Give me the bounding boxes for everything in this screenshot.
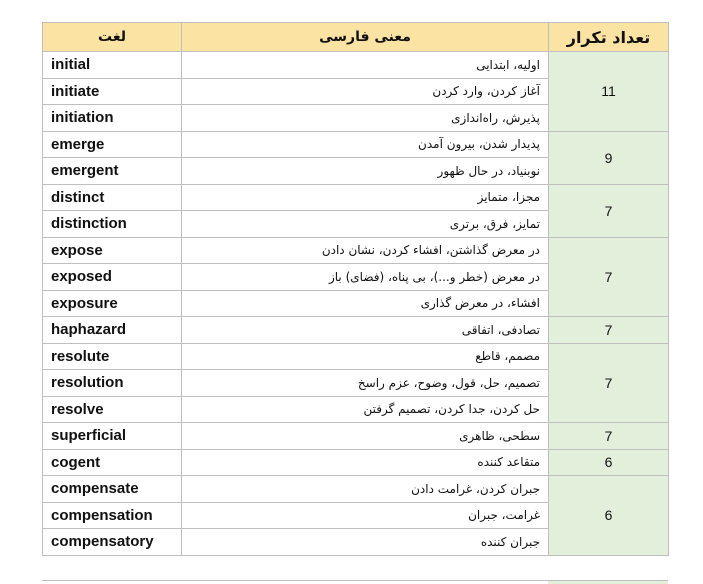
word-cell[interactable]: compensatory	[43, 529, 182, 556]
table-row	[43, 423, 669, 450]
count-cell[interactable]: 7	[549, 317, 669, 344]
table-row	[43, 52, 669, 79]
count-cell[interactable]: 11	[549, 52, 669, 132]
word-cell[interactable]: initiate	[43, 78, 182, 105]
meaning-cell[interactable]: تصادفی، اتفاقی	[182, 317, 549, 344]
word-cell[interactable]: exposure	[43, 290, 182, 317]
meaning-cell[interactable]: در معرض (خطر و...)، بی پناه، (فضای) باز	[182, 264, 549, 291]
meaning-cell[interactable]: جبران کردن، غرامت دادن	[182, 476, 549, 503]
word-cell[interactable]: compensation	[43, 502, 182, 529]
table-row	[43, 184, 669, 211]
vocabulary-table	[42, 22, 669, 556]
word-cell[interactable]: resolute	[43, 343, 182, 370]
meaning-cell[interactable]: پدیدار شدن، بیرون آمدن	[182, 131, 549, 158]
meaning-cell[interactable]: در معرض گذاشتن، افشاء کردن، نشان دادن	[182, 237, 549, 264]
header-count[interactable]: تعداد تکرار	[549, 23, 669, 52]
meaning-cell[interactable]: آغاز کردن، وارد کردن	[182, 78, 549, 105]
word-cell[interactable]: resolution	[43, 370, 182, 397]
meaning-cell[interactable]: تصمیم، حل، قول، وضوح، عزم راسخ	[182, 370, 549, 397]
meaning-cell[interactable]: حل کردن، جدا کردن، تصمیم گرفتن	[182, 396, 549, 423]
count-cell[interactable]: 9	[549, 131, 669, 184]
word-cell[interactable]: resolve	[43, 396, 182, 423]
meaning-cell[interactable]: تمایز، فرق، برتری	[182, 211, 549, 238]
meaning-cell[interactable]: نوبنیاد، در حال ظهور	[182, 158, 549, 185]
meaning-cell[interactable]: غرامت، جبران	[182, 502, 549, 529]
count-cell[interactable]: 7	[549, 343, 669, 423]
table-row	[43, 449, 669, 476]
meaning-cell[interactable]: مصمم، قاطع	[182, 343, 549, 370]
word-cell[interactable]: compensate	[43, 476, 182, 503]
meaning-cell[interactable]: متقاعد کننده	[182, 449, 549, 476]
word-cell[interactable]: initial	[43, 52, 182, 79]
word-cell[interactable]: distinct	[43, 184, 182, 211]
count-cell[interactable]: 6	[549, 449, 669, 476]
count-cell[interactable]: 7	[549, 237, 669, 317]
meaning-cell[interactable]: سطحی، ظاهری	[182, 423, 549, 450]
table-body	[43, 52, 669, 556]
meaning-cell[interactable]: جبران کننده	[182, 529, 549, 556]
word-cell[interactable]: distinction	[43, 211, 182, 238]
word-cell[interactable]: exposed	[43, 264, 182, 291]
meaning-cell[interactable]: پذیرش، راه‌اندازی	[182, 105, 549, 132]
word-cell[interactable]: expose	[43, 237, 182, 264]
word-cell[interactable]: emerge	[43, 131, 182, 158]
word-cell[interactable]: emergent	[43, 158, 182, 185]
table-row	[43, 131, 669, 158]
count-cell[interactable]: 6	[549, 476, 669, 556]
word-cell[interactable]: haphazard	[43, 317, 182, 344]
table-row	[43, 317, 669, 344]
header-word[interactable]: لغت	[43, 23, 182, 52]
table-row	[43, 343, 669, 370]
table-continuation	[42, 580, 668, 584]
meaning-cell[interactable]: مجزا، متمایز	[182, 184, 549, 211]
meaning-cell[interactable]: افشاء، در معرض گذاری	[182, 290, 549, 317]
word-cell[interactable]: initiation	[43, 105, 182, 132]
table-row	[43, 476, 669, 503]
meaning-cell[interactable]: اولیه، ابتدایی	[182, 52, 549, 79]
count-cell[interactable]: 7	[549, 184, 669, 237]
table-row	[43, 237, 669, 264]
header-meaning[interactable]: معنی فارسی	[182, 23, 549, 52]
word-cell[interactable]: superficial	[43, 423, 182, 450]
count-cell[interactable]: 7	[549, 423, 669, 450]
word-cell[interactable]: cogent	[43, 449, 182, 476]
header-row	[43, 23, 669, 52]
